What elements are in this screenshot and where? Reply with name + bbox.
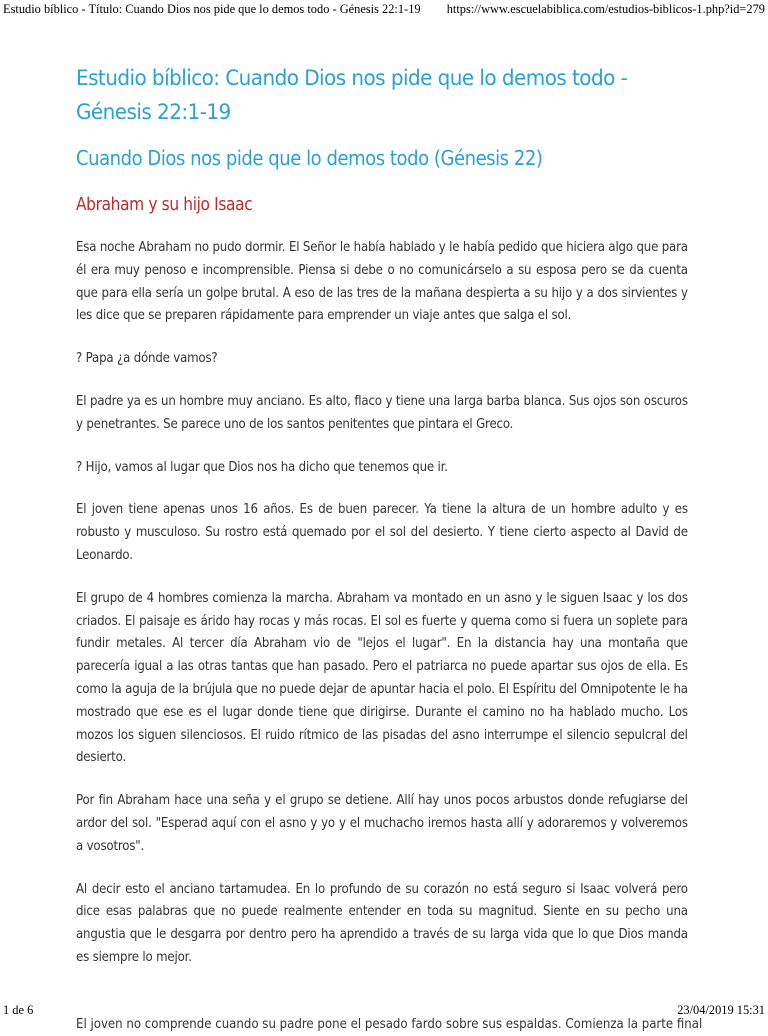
header-url: https://www.escuelabiblica.com/estudios-biblicos-1.php?id=279 xyxy=(446,2,765,16)
paragraph-6: El grupo de 4 hombres comienza la marcha. Abraham va montado en un asno y le siguen Isaac y los dos criados. El paisaje es árido hay rocas y más rocas. El sol es fuerte y quema como si fuera un soplete para fundir metales. Al tercer día Abraham vio de "lejos el lugar". En la distancia hay una montaña que parecería igual a las otras tantas que han pasado. Pero el patriarca no puede apartar sus ojos de ella. Es como la aguja de la brújula que no puede dejar de apuntar hacia el polo. El Espíritu del Omnipotente le ha mostrado que ese es el lugar donde tiene que dirigirse. Durante el camino no ha hablado mucho. Los mozos los siguen silenciosos. El ruido rítmico de las pisadas del asno interrumpe el silencio sepulcral del desierto. xyxy=(76,590,688,766)
print-header xyxy=(0,0,768,20)
page-title: Estudio bíblico: Cuando Dios nos pide que lo demos todo - Génesis 22:1-19 xyxy=(76,66,628,125)
article xyxy=(76,62,688,970)
article-subtitle: Cuando Dios nos pide que lo demos todo (Génesis 22) xyxy=(76,146,543,170)
section-heading: Abraham y su hijo Isaac xyxy=(76,195,253,215)
paragraph-4: ? Hijo, vamos al lugar que Dios nos ha dicho que tenemos que ir. xyxy=(76,459,448,475)
header-page-title: Estudio bíblico - Título: Cuando Dios nos pide que lo demos todo - Génesis 22:1-19 xyxy=(3,2,421,16)
paragraph-5: El joven tiene apenas unos 16 años. Es de buen parecer. Ya tiene la altura de un hombre adulto y es robusto y musculoso. Su rostro está quemado por el sol del desierto. Y tiene cierto aspecto al David de Leonardo. xyxy=(76,502,688,563)
footer-page-number: 1 de 6 xyxy=(3,1003,34,1017)
paragraph-3: El padre ya es un hombre muy anciano. Es alto, flaco y tiene una larga barba blanca. Sus ojos son oscuros y penetrantes. Se parece uno de los santos penitentes que pintara el Greco. xyxy=(76,393,688,432)
footer-timestamp: 23/04/2019 15:31 xyxy=(677,1003,765,1017)
paragraph-7: Por fin Abraham hace una seña y el grupo se detiene. Allí hay unos pocos arbustos donde refugiarse del ardor del sol. "Esperad aquí con el asno y yo y el muchacho iremos hasta allí y adoraremos y volveremos a vosotros". xyxy=(76,793,688,854)
cut-off-line: El joven no comprende cuando su padre pone el pesado fardo sobre sus espaldas. Comienza la parte final xyxy=(76,1017,703,1032)
paragraph-1: Esa noche Abraham no pudo dormir. El Señor le había hablado y le había pedido que hiciera algo que para él era muy penoso e incomprensible. Piensa si debe o no comunicárselo a su esposa pero se da cuenta que para ella sería un golpe brutal. A eso de las tres de la mañana despierta a su hijo y a dos sirvientes y les dice que se preparen rápidamente para emprender un viaje antes que salga el sol. xyxy=(76,240,688,324)
paragraph-2: ? Papa ¿a dónde vamos? xyxy=(76,351,218,367)
paragraph-8: Al decir esto el anciano tartamudea. En lo profundo de su corazón no está seguro si Isaac volverá pero dice esas palabras que no puede realmente entender en toda su magnitud. Siente en su pecho una angustia que le desgarra por dentro pero ha aprendido a través de su larga vida que lo que Dios manda es siempre lo mejor. xyxy=(76,881,688,965)
